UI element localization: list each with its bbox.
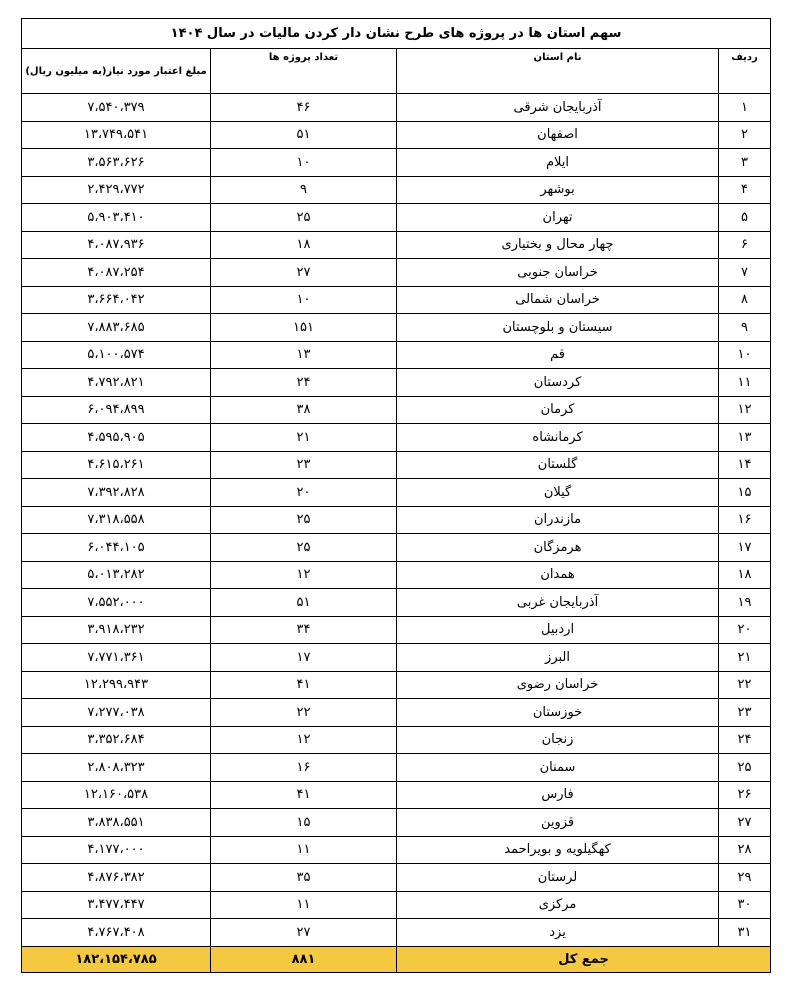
province-name-cell: چهار محال و بختیاری <box>397 231 719 259</box>
province-name-cell: فارس <box>397 781 719 809</box>
province-name-cell: آذربایجان شرقی <box>397 94 719 122</box>
province-name-cell: کرمانشاه <box>397 424 719 452</box>
province-name-cell: کهگیلویه و بویراحمد <box>397 836 719 864</box>
row-number-cell: ۲۸ <box>719 836 771 864</box>
province-name-cell: کردستان <box>397 369 719 397</box>
total-credit: ۱۸۲،۱۵۴،۷۸۵ <box>22 946 211 972</box>
credit-amount-cell: ۵،۹۰۳،۴۱۰ <box>22 204 211 232</box>
project-count-cell: ۱۲ <box>211 561 397 589</box>
table-row <box>22 94 771 122</box>
credit-amount-cell: ۷،۲۷۷،۰۳۸ <box>22 699 211 727</box>
table-row <box>22 424 771 452</box>
row-number-cell: ۱۴ <box>719 451 771 479</box>
project-count-cell: ۱۱ <box>211 836 397 864</box>
project-count-cell: ۲۱ <box>211 424 397 452</box>
header-project-count: تعداد پروژه ها <box>211 49 397 94</box>
table-row <box>22 726 771 754</box>
credit-amount-cell: ۳،۴۷۷،۴۴۷ <box>22 891 211 919</box>
row-number-cell: ۸ <box>719 286 771 314</box>
province-name-cell: مازندران <box>397 506 719 534</box>
project-count-cell: ۱۵ <box>211 809 397 837</box>
table-row <box>22 396 771 424</box>
credit-amount-cell: ۷،۷۷۱،۳۶۱ <box>22 644 211 672</box>
province-name-cell: قزوین <box>397 809 719 837</box>
table-title: سهم استان ها در پروژه های طرح نشان دار کردن مالیات در سال ۱۴۰۴ <box>22 19 771 49</box>
row-number-cell: ۲۴ <box>719 726 771 754</box>
province-share-table-sheet <box>21 18 770 973</box>
province-name-cell: سیستان و بلوچستان <box>397 314 719 342</box>
province-name-cell: خراسان شمالی <box>397 286 719 314</box>
project-count-cell: ۱۱ <box>211 891 397 919</box>
row-number-cell: ۲ <box>719 121 771 149</box>
row-number-cell: ۵ <box>719 204 771 232</box>
province-name-cell: آذربایجان غربی <box>397 589 719 617</box>
table-row <box>22 836 771 864</box>
province-name-cell: تهران <box>397 204 719 232</box>
project-count-cell: ۲۳ <box>211 451 397 479</box>
row-number-cell: ۲۲ <box>719 671 771 699</box>
project-count-cell: ۴۶ <box>211 94 397 122</box>
credit-amount-cell: ۷،۳۱۸،۵۵۸ <box>22 506 211 534</box>
credit-amount-cell: ۵،۰۱۳،۲۸۲ <box>22 561 211 589</box>
project-count-cell: ۹ <box>211 176 397 204</box>
total-label: جمع کل <box>397 946 771 972</box>
credit-amount-cell: ۴،۶۱۵،۲۶۱ <box>22 451 211 479</box>
table-row <box>22 561 771 589</box>
header-credit: مبلغ اعتبار مورد نیاز(به میلیون ریال) <box>22 49 211 94</box>
province-name-cell: اردبیل <box>397 616 719 644</box>
table-row <box>22 699 771 727</box>
row-number-cell: ۲۹ <box>719 864 771 892</box>
table-row <box>22 781 771 809</box>
table-row <box>22 891 771 919</box>
credit-amount-cell: ۳،۶۶۴،۰۴۲ <box>22 286 211 314</box>
table-row <box>22 534 771 562</box>
project-count-cell: ۲۵ <box>211 506 397 534</box>
province-name-cell: ایلام <box>397 149 719 177</box>
province-name-cell: مرکزی <box>397 891 719 919</box>
project-count-cell: ۲۴ <box>211 369 397 397</box>
table-row <box>22 644 771 672</box>
table-body <box>22 94 771 947</box>
table-row <box>22 259 771 287</box>
table-row <box>22 506 771 534</box>
credit-amount-cell: ۲،۴۲۹،۷۷۲ <box>22 176 211 204</box>
credit-amount-cell: ۳،۵۶۳،۶۲۶ <box>22 149 211 177</box>
province-name-cell: البرز <box>397 644 719 672</box>
row-number-cell: ۶ <box>719 231 771 259</box>
row-number-cell: ۲۵ <box>719 754 771 782</box>
project-count-cell: ۱۰ <box>211 149 397 177</box>
table-row <box>22 286 771 314</box>
row-number-cell: ۲۰ <box>719 616 771 644</box>
province-name-cell: خراسان رضوی <box>397 671 719 699</box>
province-name-cell: یزد <box>397 919 719 947</box>
province-name-cell: همدان <box>397 561 719 589</box>
project-count-cell: ۳۸ <box>211 396 397 424</box>
province-name-cell: لرستان <box>397 864 719 892</box>
project-count-cell: ۲۰ <box>211 479 397 507</box>
project-count-cell: ۱۰ <box>211 286 397 314</box>
row-number-cell: ۳ <box>719 149 771 177</box>
project-count-cell: ۳۵ <box>211 864 397 892</box>
province-name-cell: کرمان <box>397 396 719 424</box>
table-row <box>22 341 771 369</box>
row-number-cell: ۱۶ <box>719 506 771 534</box>
credit-amount-cell: ۴،۸۷۶،۳۸۲ <box>22 864 211 892</box>
row-number-cell: ۲۱ <box>719 644 771 672</box>
province-name-cell: سمنان <box>397 754 719 782</box>
province-name-cell: خراسان جنوبی <box>397 259 719 287</box>
row-number-cell: ۳۰ <box>719 891 771 919</box>
header-province: نام استان <box>397 49 719 94</box>
table-row <box>22 754 771 782</box>
credit-amount-cell: ۱۲،۲۹۹،۹۴۳ <box>22 671 211 699</box>
credit-amount-cell: ۶،۰۴۴،۱۰۵ <box>22 534 211 562</box>
row-number-cell: ۱۱ <box>719 369 771 397</box>
credit-amount-cell: ۷،۵۵۲،۰۰۰ <box>22 589 211 617</box>
table-row <box>22 589 771 617</box>
table-row <box>22 149 771 177</box>
project-count-cell: ۲۲ <box>211 699 397 727</box>
credit-amount-cell: ۴،۷۹۲،۸۲۱ <box>22 369 211 397</box>
credit-amount-cell: ۴،۷۶۷،۴۰۸ <box>22 919 211 947</box>
project-count-cell: ۵۱ <box>211 589 397 617</box>
province-name-cell: گیلان <box>397 479 719 507</box>
credit-amount-cell: ۱۲،۱۶۰،۵۳۸ <box>22 781 211 809</box>
province-name-cell: گلستان <box>397 451 719 479</box>
table-row <box>22 451 771 479</box>
province-share-table <box>21 18 771 973</box>
row-number-cell: ۱ <box>719 94 771 122</box>
table-row <box>22 919 771 947</box>
project-count-cell: ۲۷ <box>211 259 397 287</box>
credit-amount-cell: ۴،۵۹۵،۹۰۵ <box>22 424 211 452</box>
row-number-cell: ۱۸ <box>719 561 771 589</box>
row-number-cell: ۲۳ <box>719 699 771 727</box>
table-row <box>22 809 771 837</box>
table-row <box>22 479 771 507</box>
credit-amount-cell: ۷،۵۴۰،۳۷۹ <box>22 94 211 122</box>
credit-amount-cell: ۳،۸۳۸،۵۵۱ <box>22 809 211 837</box>
row-number-cell: ۲۶ <box>719 781 771 809</box>
credit-amount-cell: ۶،۰۹۴،۸۹۹ <box>22 396 211 424</box>
table-row <box>22 121 771 149</box>
table-row <box>22 864 771 892</box>
project-count-cell: ۱۸ <box>211 231 397 259</box>
project-count-cell: ۴۱ <box>211 671 397 699</box>
credit-amount-cell: ۵،۱۰۰،۵۷۴ <box>22 341 211 369</box>
project-count-cell: ۱۳ <box>211 341 397 369</box>
credit-amount-cell: ۳،۹۱۸،۲۳۲ <box>22 616 211 644</box>
total-row <box>22 946 771 972</box>
project-count-cell: ۱۶ <box>211 754 397 782</box>
province-name-cell: بوشهر <box>397 176 719 204</box>
project-count-cell: ۳۴ <box>211 616 397 644</box>
province-name-cell: خوزستان <box>397 699 719 727</box>
total-project-count: ۸۸۱ <box>211 946 397 972</box>
project-count-cell: ۲۵ <box>211 204 397 232</box>
province-name-cell: هرمزگان <box>397 534 719 562</box>
project-count-cell: ۵۱ <box>211 121 397 149</box>
credit-amount-cell: ۷،۳۹۲،۸۲۸ <box>22 479 211 507</box>
credit-amount-cell: ۷،۸۸۳،۶۸۵ <box>22 314 211 342</box>
table-row <box>22 314 771 342</box>
credit-amount-cell: ۴،۰۸۷،۲۵۴ <box>22 259 211 287</box>
table-row <box>22 369 771 397</box>
project-count-cell: ۱۲ <box>211 726 397 754</box>
province-name-cell: قم <box>397 341 719 369</box>
credit-amount-cell: ۴،۰۸۷،۹۳۶ <box>22 231 211 259</box>
province-name-cell: زنجان <box>397 726 719 754</box>
credit-amount-cell: ۳،۳۵۲،۶۸۴ <box>22 726 211 754</box>
credit-amount-cell: ۱۳،۷۴۹،۵۴۱ <box>22 121 211 149</box>
row-number-cell: ۹ <box>719 314 771 342</box>
row-number-cell: ۷ <box>719 259 771 287</box>
credit-amount-cell: ۲،۸۰۸،۳۲۳ <box>22 754 211 782</box>
row-number-cell: ۳۱ <box>719 919 771 947</box>
row-number-cell: ۱۳ <box>719 424 771 452</box>
province-name-cell: اصفهان <box>397 121 719 149</box>
row-number-cell: ۱۲ <box>719 396 771 424</box>
row-number-cell: ۴ <box>719 176 771 204</box>
project-count-cell: ۱۵۱ <box>211 314 397 342</box>
table-row <box>22 231 771 259</box>
row-number-cell: ۱۰ <box>719 341 771 369</box>
project-count-cell: ۱۷ <box>211 644 397 672</box>
table-row <box>22 176 771 204</box>
row-number-cell: ۱۵ <box>719 479 771 507</box>
row-number-cell: ۱۹ <box>719 589 771 617</box>
project-count-cell: ۲۷ <box>211 919 397 947</box>
project-count-cell: ۴۱ <box>211 781 397 809</box>
row-number-cell: ۱۷ <box>719 534 771 562</box>
project-count-cell: ۲۵ <box>211 534 397 562</box>
table-row <box>22 616 771 644</box>
credit-amount-cell: ۴،۱۷۷،۰۰۰ <box>22 836 211 864</box>
header-row-number: ردیف <box>719 49 771 94</box>
row-number-cell: ۲۷ <box>719 809 771 837</box>
table-row <box>22 204 771 232</box>
table-row <box>22 671 771 699</box>
